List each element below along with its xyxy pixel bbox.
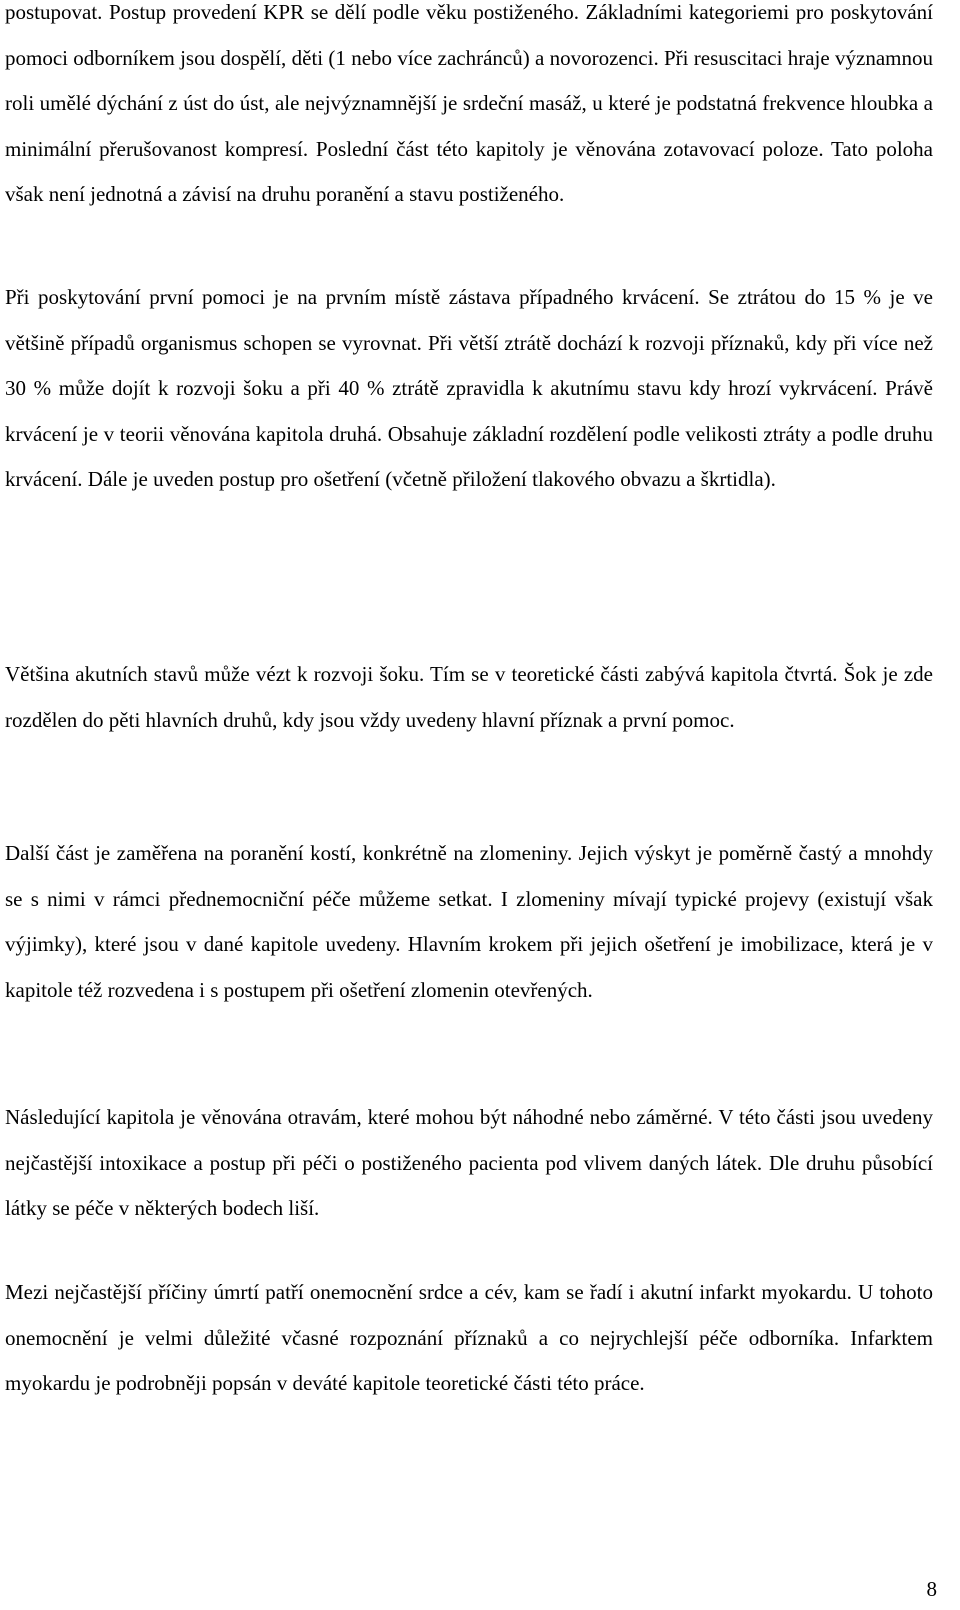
paragraph-shock: Většina akutních stavů může vézt k rozvoji šoku. Tím se v teoretické části zabývá kapitola čtvrtá. Šok je zde rozdělen do pěti hlavních druhů, kdy jsou vždy uvedeny hlavní příznak a první pomoc. bbox=[5, 662, 933, 732]
paragraph-poisoning: Následující kapitola je věnována otravám, které mohou být náhodné nebo záměrné. V této části jsou uvedeny nejčastější intoxikace a postup při péči o postiženého pacienta pod vlivem daných látek. Dle druhu působící látky se péče v některých bodech liší. bbox=[5, 1105, 933, 1220]
paragraph-fractures: Další část je zaměřena na poranění kostí, konkrétně na zlomeniny. Jejich výskyt je poměrně častý a mnohdy se s nimi v rámci přednemocniční péče můžeme setkat. I zlomeniny mívají typické projevy (existují však výjimky), které jsou v dané kapitole uvedeny. Hlavním krokem při jejich ošetření je imobilizace, která je v kapitole též rozvedena i s postupem při ošetření zlomenin otevřených. bbox=[5, 841, 933, 1002]
paragraph-heart-attack: Mezi nejčastější příčiny úmrtí patří onemocnění srdce a cév, kam se řadí i akutní infarkt myokardu. U tohoto onemocnění je velmi důležité včasné rozpoznání příznaků a co nejrychlejší péče odborníka. Infarktem myokardu je podrobněji popsán v deváté kapitole teoretické části této práce. bbox=[5, 1280, 933, 1395]
paragraph-bleeding: Při poskytování první pomoci je na prvním místě zástava případného krvácení. Se ztrátou do 15 % je ve většině případů organismus schopen se vyrovnat. Při větší ztrátě dochází k rozvoji příznaků, kdy při více než 30 % může dojít k rozvoji šoku a při 40 % ztrátě zpravidla k akutnímu stavu kdy hrozí vykrvácení. Právě krvácení je v teorii věnována kapitola druhá. Obsahuje základní rozdělení podle velikosti ztráty a podle druhu krvácení. Dále je uveden postup pro ošetření (včetně přiložení tlakového obvazu a škrtidla). bbox=[5, 285, 933, 491]
page-number: 8 bbox=[926, 1577, 937, 1601]
paragraph-cpr: postupovat. Postup provedení KPR se dělí podle věku postiženého. Základními kategoriemi pro poskytování pomoci odborníkem jsou dospělí, děti (1 nebo více zachránců) a novorozenci. Při resuscitaci hraje významnou roli umělé dýchání z úst do úst, ale nejvýznamnější je srdeční masáž, u které je podstatná frekvence hloubka a minimální přerušovanost kompresí. Poslední část této kapitoly je věnována zotavovací poloze. Tato poloha však není jednotná a závisí na druhu poranění a stavu postiženého. bbox=[5, 0, 933, 206]
